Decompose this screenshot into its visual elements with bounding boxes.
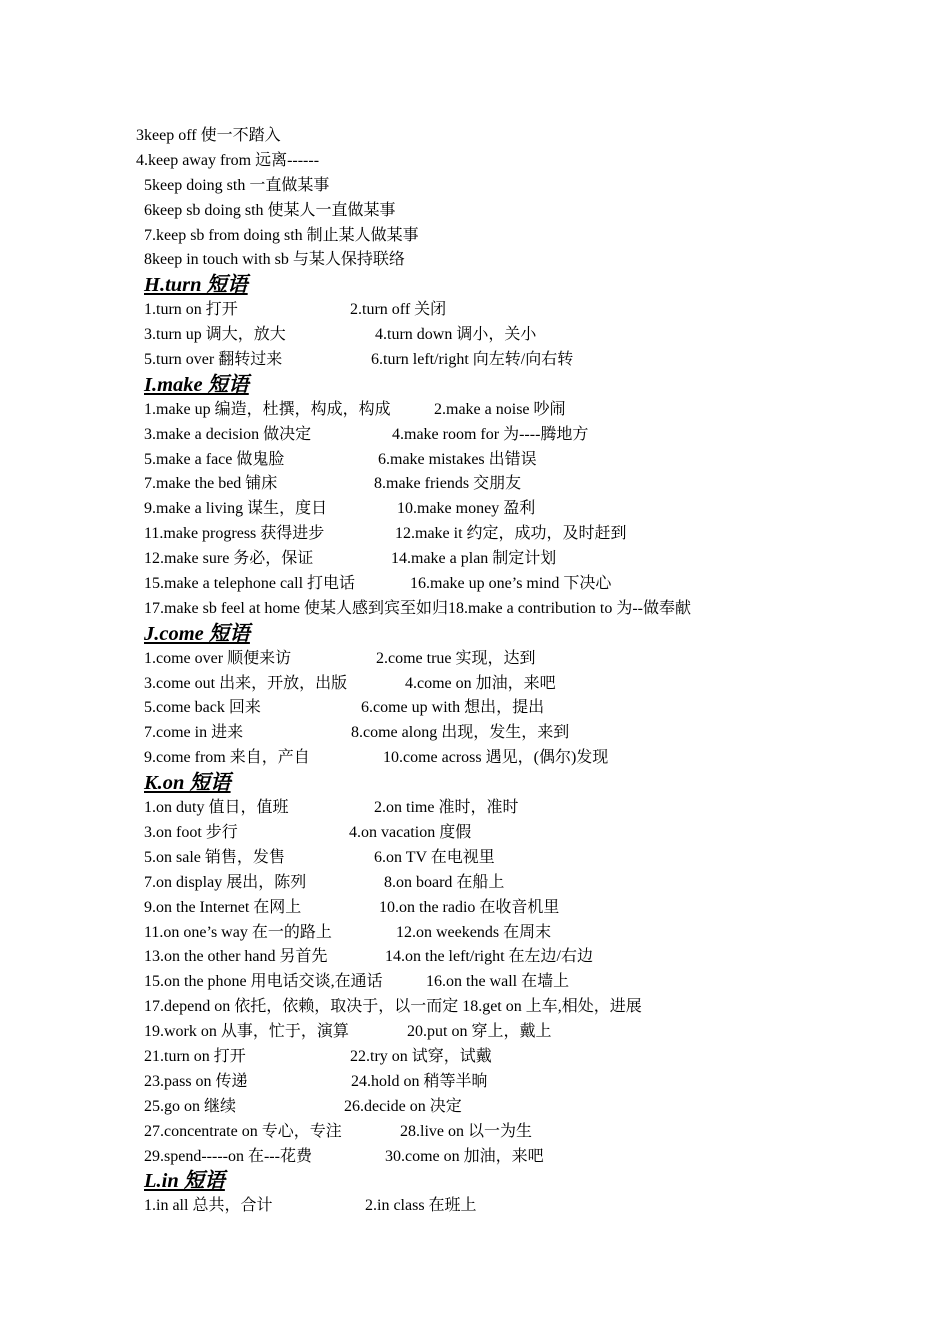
phrase-entry: 12.make sure 务必，保证 <box>144 550 314 568</box>
phrase-line <box>0 1145 950 1170</box>
section-heading-text: K.on 短语 <box>144 772 231 795</box>
phrase-line <box>0 1045 950 1070</box>
phrase-line <box>0 348 950 373</box>
phrase-entry: 22.try on 试穿，试戴 <box>350 1047 492 1065</box>
phrase-entry: 21.turn on 打开 <box>144 1047 246 1065</box>
section-heading <box>0 771 950 796</box>
phrase-line <box>0 522 950 547</box>
phrase-entry: 1.turn on 打开 <box>144 301 238 319</box>
phrase-entry: 8.make friends 交朋友 <box>374 475 522 493</box>
phrase-entry: 6.turn left/right 向左转/向右转 <box>371 351 574 369</box>
phrase-line <box>0 298 950 323</box>
phrase-entry: 20.put on 穿上，戴上 <box>407 1023 552 1041</box>
section-heading-text: J.come 短语 <box>144 622 250 645</box>
phrase-line <box>0 921 950 946</box>
phrase-entry: 14.make a plan 制定计划 <box>391 550 557 568</box>
phrase-entry: 5.come back 回来 <box>144 699 261 717</box>
phrase-line <box>0 174 950 199</box>
section-heading <box>0 273 950 298</box>
phrase-entry: 1.make up 编造，杜撰，构成，构成 <box>144 400 391 418</box>
phrase-line <box>0 672 950 697</box>
phrase-entry: 25.go on 继续 <box>144 1097 237 1115</box>
phrase-entry: 5.on sale 销售，发售 <box>144 848 285 866</box>
phrase-line <box>0 1194 950 1219</box>
phrase-line <box>0 821 950 846</box>
section-heading-text: L.in 短语 <box>144 1170 225 1193</box>
phrase-entry: 8.come along 出现，发生，来到 <box>351 724 570 742</box>
phrase-entry: 17.depend on 依托，依赖，取决于，以一而定 18.get on 上车,相处，进展 <box>144 998 642 1016</box>
phrase-entry: 11.make progress 获得进步 <box>144 525 325 543</box>
phrase-entry: 3keep off 使一不踏入 <box>136 127 281 144</box>
phrase-entry: 1.on duty 值日，值班 <box>144 799 289 817</box>
phrase-line <box>0 248 950 273</box>
section-heading <box>0 1169 950 1194</box>
phrase-line <box>0 323 950 348</box>
phrase-line <box>0 1020 950 1045</box>
phrase-entry: 2.in class 在班上 <box>365 1197 477 1215</box>
section-heading-text: H.turn 短语 <box>144 274 248 297</box>
phrase-entry: 6.make mistakes 出错误 <box>378 450 537 468</box>
phrase-line <box>0 224 950 249</box>
phrase-entry: 29.spend-----on 在---花费 <box>144 1147 312 1165</box>
phrase-line <box>0 746 950 771</box>
phrase-entry: 19.work on 从事，忙于，演算 <box>144 1023 349 1041</box>
phrase-line <box>0 846 950 871</box>
phrase-line <box>0 472 950 497</box>
phrase-entry: 7.come in 进来 <box>144 724 244 742</box>
phrase-entry: 23.pass on 传递 <box>144 1072 248 1090</box>
document-body <box>0 124 950 1219</box>
phrase-line <box>0 896 950 921</box>
phrase-entry: 9.come from 来自，产自 <box>144 749 310 767</box>
phrase-entry: 30.come on 加油，来吧 <box>385 1147 544 1165</box>
phrase-entry: 9.on the Internet 在网上 <box>144 898 302 916</box>
phrase-entry: 5keep doing sth 一直做某事 <box>144 176 330 194</box>
phrase-entry: 4.keep away from 远离------ <box>136 151 320 169</box>
phrase-entry: 8.on board 在船上 <box>384 873 505 891</box>
phrase-entry: 7.on display 展出，陈列 <box>144 873 307 891</box>
phrase-entry: 4.make room for 为----腾地方 <box>392 425 589 443</box>
phrase-entry: 10.make money 盈利 <box>397 500 536 518</box>
phrase-line <box>0 547 950 572</box>
phrase-line <box>0 149 950 174</box>
phrase-line <box>0 398 950 423</box>
phrase-entry: 2.turn off 关闭 <box>350 301 447 319</box>
phrase-entry: 10.come across 遇见，(偶尔)发现 <box>383 749 609 767</box>
phrase-entry: 8keep in touch with sb 与某人保持联络 <box>144 251 405 269</box>
phrase-entry: 4.turn down 调小，关小 <box>375 326 537 344</box>
phrase-entry: 2.come true 实现，达到 <box>376 649 536 667</box>
phrase-entry: 2.make a noise 吵闹 <box>434 400 566 418</box>
phrase-entry: 15.on the phone 用电话交谈,在通话 <box>144 973 383 991</box>
phrase-entry: 26.decide on 决定 <box>344 1097 462 1115</box>
phrase-entry: 4.come on 加油，来吧 <box>405 674 556 692</box>
phrase-entry: 7.keep sb from doing sth 制止某人做某事 <box>144 226 419 244</box>
phrase-entry: 16.on the wall 在墙上 <box>426 973 570 991</box>
phrase-line <box>0 647 950 672</box>
section-heading-text: I.make 短语 <box>144 373 249 396</box>
phrase-entry: 3.on foot 步行 <box>144 823 238 841</box>
phrase-entry: 7.make the bed 铺床 <box>144 475 278 493</box>
phrase-line <box>0 721 950 746</box>
phrase-line <box>0 970 950 995</box>
phrase-entry: 1.come over 顺便来访 <box>144 649 292 667</box>
phrase-entry: 9.make a living 谋生，度日 <box>144 500 328 518</box>
phrase-entry: 4.on vacation 度假 <box>349 823 472 841</box>
phrase-entry: 6.come up with 想出，提出 <box>361 699 545 717</box>
phrase-entry: 11.on one’s way 在一的路上 <box>144 923 332 941</box>
phrase-entry: 16.make up one’s mind 下决心 <box>410 575 612 593</box>
phrase-line <box>0 995 950 1020</box>
phrase-line <box>0 796 950 821</box>
phrase-entry: 17.make sb feel at home 使某人感到宾至如归18.make a contribution to 为--做奉献 <box>144 599 692 617</box>
phrase-entry: 15.make a telephone call 打电话 <box>144 575 356 593</box>
phrase-entry: 14.on the left/right 在左边/右边 <box>385 948 593 966</box>
phrase-line <box>0 448 950 473</box>
phrase-entry: 5.make a face 做鬼脸 <box>144 450 285 468</box>
phrase-entry: 24.hold on 稍等半晌 <box>351 1072 488 1090</box>
section-heading <box>0 373 950 398</box>
phrase-line <box>0 1095 950 1120</box>
phrase-entry: 3.turn up 调大，放大 <box>144 326 286 344</box>
phrase-line <box>0 124 950 149</box>
phrase-line <box>0 199 950 224</box>
phrase-line <box>0 696 950 721</box>
phrase-entry: 2.on time 准时，准时 <box>374 799 519 817</box>
phrase-entry: 3.come out 出来，开放，出版 <box>144 674 348 692</box>
phrase-line <box>0 1070 950 1095</box>
phrase-line <box>0 945 950 970</box>
phrase-entry: 3.make a decision 做决定 <box>144 425 312 443</box>
phrase-entry: 10.on the radio 在收音机里 <box>379 898 560 916</box>
phrase-entry: 6.on TV 在电视里 <box>374 848 495 866</box>
phrase-line <box>0 423 950 448</box>
phrase-line <box>0 871 950 896</box>
phrase-entry: 6keep sb doing sth 使某人一直做某事 <box>144 201 396 219</box>
phrase-entry: 5.turn over 翻转过来 <box>144 351 283 369</box>
section-heading <box>0 622 950 647</box>
phrase-entry: 13.on the other hand 另首先 <box>144 948 328 966</box>
phrase-line <box>0 1120 950 1145</box>
phrase-line <box>0 572 950 597</box>
phrase-line <box>0 597 950 622</box>
phrase-entry: 12.make it 约定，成功，及时赶到 <box>395 525 627 543</box>
phrase-entry: 28.live on 以一为生 <box>400 1122 532 1140</box>
phrase-entry: 1.in all 总共，合计 <box>144 1197 273 1215</box>
phrase-entry: 12.on weekends 在周末 <box>396 923 552 941</box>
phrase-entry: 27.concentrate on 专心，专注 <box>144 1122 342 1140</box>
phrase-line <box>0 497 950 522</box>
